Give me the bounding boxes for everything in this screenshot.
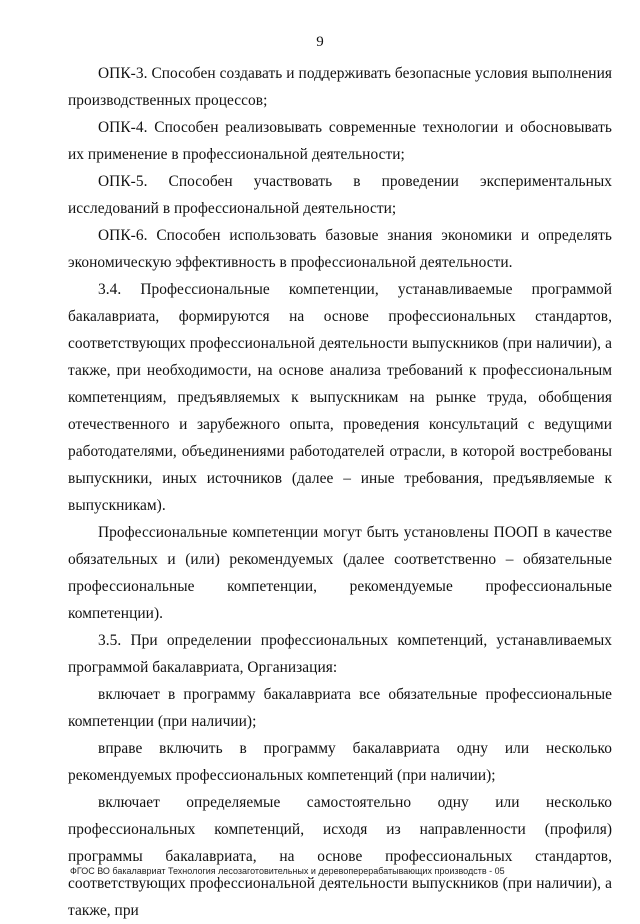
paragraph-opk-4: ОПК-4. Способен реализовывать современные технологии и обосновывать их применение в профессиональной деятельности; [68,119,612,163]
document-body [68,60,612,924]
page-number: 9 [316,34,324,50]
paragraph-opk-6: ОПК-6. Способен использовать базовые знания экономики и определять экономическую эффективность в профессиональной деятельности. [68,227,612,271]
paragraph-3-4: 3.4. Профессиональные компетенции, устанавливаемые программой бакалавриата, формируются на основе профессиональных стандартов, соответствующих профессиональной деятельности выпускников (при наличии), а также, при необходимости, на основе анализа требований к профессиональным компетенциям, предъявляемых к выпускникам на рынке труда, обобщения отечественного и зарубежного опыта, проведения консультаций с ведущими работодателями, объединениями работодателей отрасли, в которой востребованы выпускники, иных источников (далее – иные требования, предъявляемые к выпускникам). [68,281,612,514]
paragraph-may-include-recommended: вправе включить в программу бакалавриата одну или несколько рекомендуемых профессиональных компетенций (при наличии); [68,740,612,784]
paragraph-opk-5: ОПК-5. Способен участвовать в проведении экспериментальных исследований в профессиональной деятельности; [68,173,612,217]
paragraph-includes-self-defined: включает определяемые самостоятельно одну или несколько профессиональных компетенций, исходя из направленности (профиля) программы бакалавриата, на основе профессиональных стандартов, соответствующих профессиональной деятельности выпускников (при наличии), а также, при [68,794,612,919]
page-footer: ФГОС ВО бакалавриат Технология лесозаготовительных и деревоперерабатывающих производств - 05 [70,866,505,876]
paragraph-professional-competencies: Профессиональные компетенции могут быть установлены ПООП в качестве обязательных и (или) рекомендуемых (далее соответственно – обязательные профессиональные компетенции, рекомендуемые профессиональные компетенции). [68,524,612,622]
paragraph-3-5: 3.5. При определении профессиональных компетенций, устанавливаемых программой бакалавриата, Организация: [68,632,612,676]
paragraph-includes-mandatory: включает в программу бакалавриата все обязательные профессиональные компетенции (при наличии); [68,686,612,730]
paragraph-opk-3: ОПК-3. Способен создавать и поддерживать безопасные условия выполнения производственных процессов; [68,65,612,109]
